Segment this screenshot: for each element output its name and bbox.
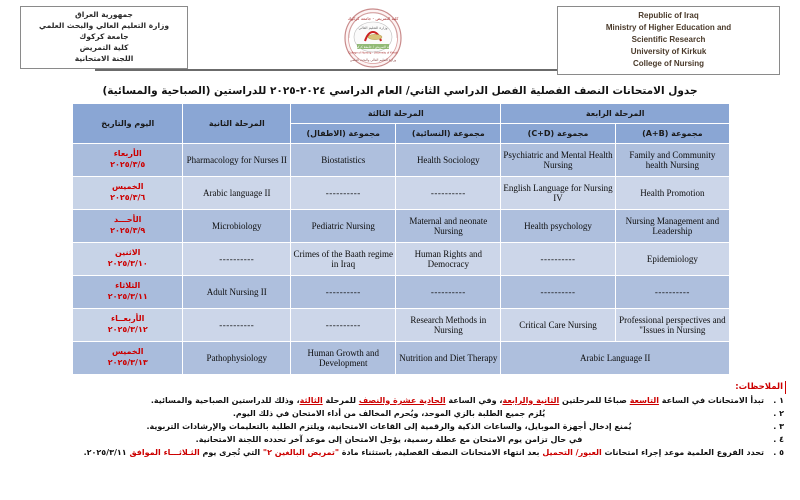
table-row (73, 243, 730, 276)
svg-text:College of Nursing - Universit: College of Nursing - University of Kirkuk (347, 50, 398, 55)
header-stage-three: المرحلة الثالثة (291, 104, 501, 124)
cell-stage2: Arabic language II (183, 177, 291, 210)
cell-stage3_women: ---------- (396, 177, 501, 210)
header-group-ab: مجموعة (A+B) (615, 124, 729, 144)
cell-stage3_child: Human Growth and Development (291, 342, 396, 375)
header-ar-line-2: وزارة التعليم العالي والبحث العلمي (38, 20, 170, 30)
schedule-table-container (0, 103, 800, 375)
header-ar-line-1: جمهورية العراق (75, 10, 133, 19)
table-header-stage-row (73, 104, 730, 124)
notes-list (14, 395, 786, 459)
note-text: تبدأ الامتحانات في الساعة (658, 395, 764, 405)
table-row (73, 309, 730, 342)
note-emphasis: "تمريض البالغين ٢" (262, 447, 339, 457)
cell-stage2: ---------- (183, 309, 291, 342)
table-row (73, 144, 730, 177)
note-emphasis: العبور/ التحميل (542, 447, 602, 457)
cell-stage3_women: ---------- (396, 276, 501, 309)
cell-stage3_women: Health Sociology (396, 144, 501, 177)
note-text: يُمنع إدخال أجهزة الموبايل، والساعات الذكية والرقمية إلى القاعات الامتحانية، ويلتزم الطلبة بالتعليمات والإرشادات التربوية. (146, 421, 632, 431)
exam-schedule-table (72, 103, 730, 375)
cell-stage4_ab: Professional perspectives and "Issues in Nursing (615, 309, 729, 342)
table-row (73, 342, 730, 375)
day-name: الاثنين (114, 248, 141, 258)
header-arabic-institution-box (20, 6, 188, 69)
day-name: الثلاثاء (115, 281, 141, 291)
college-emblem-icon (335, 8, 411, 68)
day-name: الخميس (111, 347, 144, 357)
notes-title: الملاحظات: (14, 381, 786, 394)
page-title: جدول الامتحانات النصف الفصلية الفصل الدراسي الثاني/ العام الدراسي ٢٠٢٤-٢٠٢٥ للدراستين (الصباحية والمسائية) (102, 85, 698, 97)
date-value: ٢٠٢٥/٣/٥ (110, 160, 146, 169)
cell-day-date (73, 177, 183, 210)
header-stage-four: المرحلة الرابعة (501, 104, 730, 124)
day-name: الأربعــاء (110, 314, 145, 324)
cell-stage3_women: Research Methods in Nursing (396, 309, 501, 342)
header-ar-line-4: كلية التمريض (79, 42, 129, 52)
note-text: صباحًا للمرحلتين (559, 395, 630, 405)
svg-text:وزارة التعليم العالي والبحث ال: وزارة التعليم العالي والبحث العلمي (349, 58, 396, 62)
note-item (14, 421, 764, 433)
date-value: ٢٠٢٥/٣/١٢ (107, 325, 148, 334)
svg-text:كلية التمريض - جامعة كركوك: كلية التمريض - جامعة كركوك (347, 16, 398, 21)
note-highlight: الثالثة (299, 395, 323, 405)
cell-stage4_ab: Arabic Language II (501, 342, 730, 375)
note-highlight: التاسعة (629, 395, 659, 405)
cell-stage4_ab: Health Promotion (615, 177, 729, 210)
header-stage-two: المرحلة الثانية (183, 104, 291, 144)
header-en-line-5: College of Nursing (632, 59, 705, 68)
header-group-cd: مجموعة (C+D) (501, 124, 615, 144)
cell-stage3_child: ---------- (291, 177, 396, 210)
date-value: ٢٠٢٥/٣/١٣ (107, 358, 148, 367)
table-header (73, 104, 730, 144)
note-emphasis: الثـلاثـــاء الموافق (129, 447, 200, 457)
header-group-child: مجموعة (الاطفال) (291, 124, 396, 144)
header-en-line-1: Republic of Iraq (638, 11, 699, 20)
note-item (14, 395, 764, 407)
note-item (14, 408, 764, 420)
date-value: ٢٠٢٥/٣/١١ (107, 292, 148, 301)
cell-stage2: ---------- (183, 243, 291, 276)
cell-day-date (73, 243, 183, 276)
svg-text:وزارة التعليم العالي: وزارة التعليم العالي (358, 26, 387, 30)
note-text: التي تُجرى يوم (199, 447, 263, 457)
note-text: تحدد الفروع العلمية موعد إجراء امتحانات (601, 447, 764, 457)
cell-stage4_ab: ---------- (615, 276, 729, 309)
date-value: ٢٠٢٥/٣/٩ (110, 226, 146, 235)
note-text: ، وذلك للدراستين الصباحية والمسائية. (150, 395, 300, 405)
cell-stage4_ab: Epidemiology (615, 243, 729, 276)
cell-stage3_women: Nutrition and Diet Therapy (396, 342, 501, 375)
cell-stage2: Pharmacology for Nurses II (183, 144, 291, 177)
svg-text:كلية التمريض / جامعة كركوك: كلية التمريض / جامعة كركوك (353, 45, 392, 49)
header-ar-line-3: جامعة كركوك (79, 31, 129, 41)
cell-stage2: Pathophysiology (183, 342, 291, 375)
table-row (73, 276, 730, 309)
cell-stage4_cd: ---------- (501, 243, 615, 276)
day-name: الأحـــد (114, 215, 142, 225)
cell-stage3_child: Biostatistics (291, 144, 396, 177)
day-name: الخميس (111, 182, 144, 192)
university-logo (334, 7, 412, 69)
cell-stage3_women: Human Rights and Democracy (396, 243, 501, 276)
cell-day-date (73, 342, 183, 375)
cell-stage2: Microbiology (183, 210, 291, 243)
cell-stage3_child: Pediatric Nursing (291, 210, 396, 243)
cell-stage4_cd: Psychiatric and Mental Health Nursing (501, 144, 615, 177)
note-text: للمرحلة (322, 395, 359, 405)
cell-stage2: Adult Nursing II (183, 276, 291, 309)
day-name: الأربعاء (113, 149, 142, 159)
header-en-line-4: University of Kirkuk (630, 47, 707, 56)
cell-stage4_cd: English Language for Nursing IV (501, 177, 615, 210)
header-en-line-2: Ministry of Higher Education and (605, 23, 732, 32)
cell-day-date (73, 144, 183, 177)
cell-day-date (73, 309, 183, 342)
cell-stage3_child: Crimes of the Baath regime in Iraq (291, 243, 396, 276)
cell-day-date (73, 276, 183, 309)
cell-stage3_women: Maternal and neonate Nursing (396, 210, 501, 243)
table-row (73, 210, 730, 243)
note-text: ، وفي الساعة (445, 395, 503, 405)
note-text: ٢٠٢٥/٣/١١. (83, 447, 130, 457)
header-group-women: مجموعة (النسائية) (396, 124, 501, 144)
table-body (73, 144, 730, 375)
note-item (14, 447, 764, 459)
date-value: ٢٠٢٥/٣/١٠ (107, 259, 148, 268)
header-en-line-3: Scientific Research (631, 35, 706, 44)
notes-section (0, 375, 800, 459)
note-text: في حال تزامن يوم الامتحان مع عطلة رسمية، يؤجل الامتحان إلى موعد آخر تحدده اللجنة الامتحانية. (195, 434, 583, 444)
cell-stage4_ab: Family and Community health Nursing (615, 144, 729, 177)
cell-stage4_cd: Critical Care Nursing (501, 309, 615, 342)
note-item (14, 434, 764, 446)
document-header (0, 0, 800, 68)
note-highlight: الحادية عشرة والنصف (358, 395, 446, 405)
header-ar-line-5: اللجنة الامتحانية (74, 53, 134, 63)
date-value: ٢٠٢٥/٣/٦ (110, 193, 146, 202)
cell-stage4_cd: Health psychology (501, 210, 615, 243)
table-row (73, 177, 730, 210)
cell-stage4_cd: ---------- (501, 276, 615, 309)
header-day-and-date: اليوم والتاريخ (73, 104, 183, 144)
note-text: بعد انتهاء الامتحانات النصف الفصلية, باستثناء مادة (338, 447, 543, 457)
cell-stage3_child: ---------- (291, 276, 396, 309)
cell-stage4_ab: Nursing Management and Leadership (615, 210, 729, 243)
cell-stage3_child: ---------- (291, 309, 396, 342)
note-text: يُلزم جميع الطلبة بالزي الموحد، ويُحرم المخالف من أداء الامتحان في ذلك اليوم. (232, 408, 546, 418)
header-english-institution-box (557, 6, 780, 75)
cell-day-date (73, 210, 183, 243)
note-highlight: الثانية والرابعة (502, 395, 560, 405)
